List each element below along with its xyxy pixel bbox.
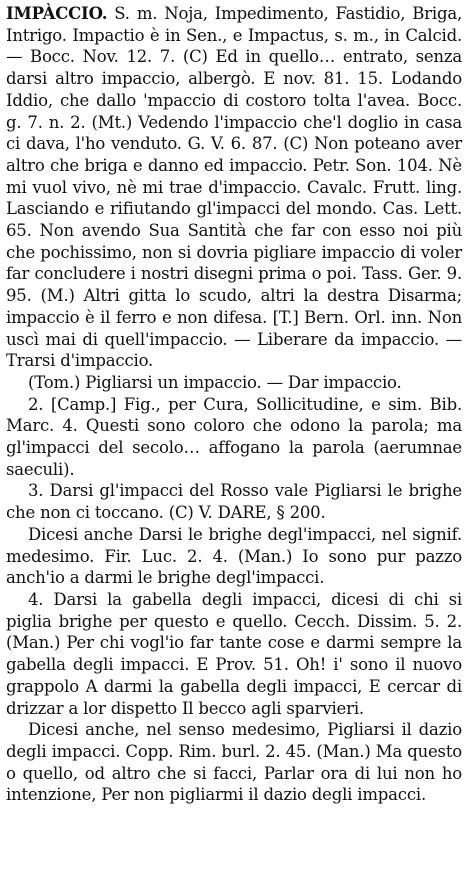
entry-lemma: IMPÀCCIO. (6, 4, 108, 23)
entry-paragraph-sense-3-variant: Dicesi anche Darsi le brighe degl'impacci, nel signif. medesimo. Fir. Luc. 2. 4. (Man.) Io sono pur pazzo anch'io a darmi le brighe degl'impacci. (6, 524, 462, 588)
entry-paragraph-definition (6, 3, 462, 372)
entry-paragraph-sense-4-variant: Dicesi anche, nel senso medesimo, Pigliarsi il dazio degli impacci. Copp. Rim. burl. 2. 45. (Man.) Ma questo o quello, od altro che si facci, Parlar ora di lui non ho intenzione, Per non pigliarmi il dazio degli impacci. (6, 720, 462, 805)
dictionary-entry-impaccio (6, 3, 462, 806)
entry-paragraph-sense-4: 4. Darsi la gabella degli impacci, dicesi di chi si piglia brighe per questo e quello. Cecch. Dissim. 5. 2. (Man.) Per chi vogl'io far tante cose e darmi sempre la gabella degli impacci. E Prov. 51. Oh! i' sono il nuovo grappolo A darmi la gabella degli impacci, E cercar di drizzar a lor dispetto Il becco agli sparvieri. (6, 589, 462, 718)
entry-paragraph-sense-3: 3. Darsi gl'impacci del Rosso vale Pigliarsi le brighe che non ci toccano. (C) V. DARE, § 200. (6, 481, 462, 523)
entry-text-definition: S. m. Noja, Impedimento, Fastidio, Briga, Intrigo. Impactio è in Sen., e Impactus, s. m., in Calcid. — Bocc. Nov. 12. 7. (C) Ed in quello… entrato, senza darsi altro impaccio, albergò. E nov. 81. 15. Lodando Iddio, che dallo 'mpaccio di costoro tolta l'avea. Bocc. g. 7. n. 2. (Mt.) Vedendo l'impaccio che'l doglio in casa ci dava, l'ho venduto. G. V. 6. 87. (C) Non poteano aver altro che briga e danno ed impaccio. Petr. Son. 104. Nè mi vuol vivo, nè mi trae d'impaccio. Cavalc. Frutt. ling. Lasciando e rifiutando gl'impacci del mondo. Cas. Lett. 65. Non avendo Sua Santità che far con esso noi più che pochissimo, non si dovria pigliare impaccio di voler far concludere i nostri disegni prima o poi. Tass. Ger. 9. 95. (M.) Altri gitta lo scudo, altri la destra Disarma; impaccio è il ferro e non difesa. [T.] Bern. Orl. inn. Non uscì mai di quell'impaccio. — Liberare da impaccio. — Trarsi d'impaccio. (6, 4, 462, 371)
entry-paragraph-tom: (Tom.) Pigliarsi un impaccio. — Dar impaccio. (28, 372, 402, 392)
entry-paragraph-sense-2: 2. [Camp.] Fig., per Cura, Sollicitudine, e sim. Bib. Marc. 4. Questi sono coloro che odono la parola; ma gl'impacci del secolo… affogano la parola (aerumnae saeculi). (6, 394, 462, 479)
